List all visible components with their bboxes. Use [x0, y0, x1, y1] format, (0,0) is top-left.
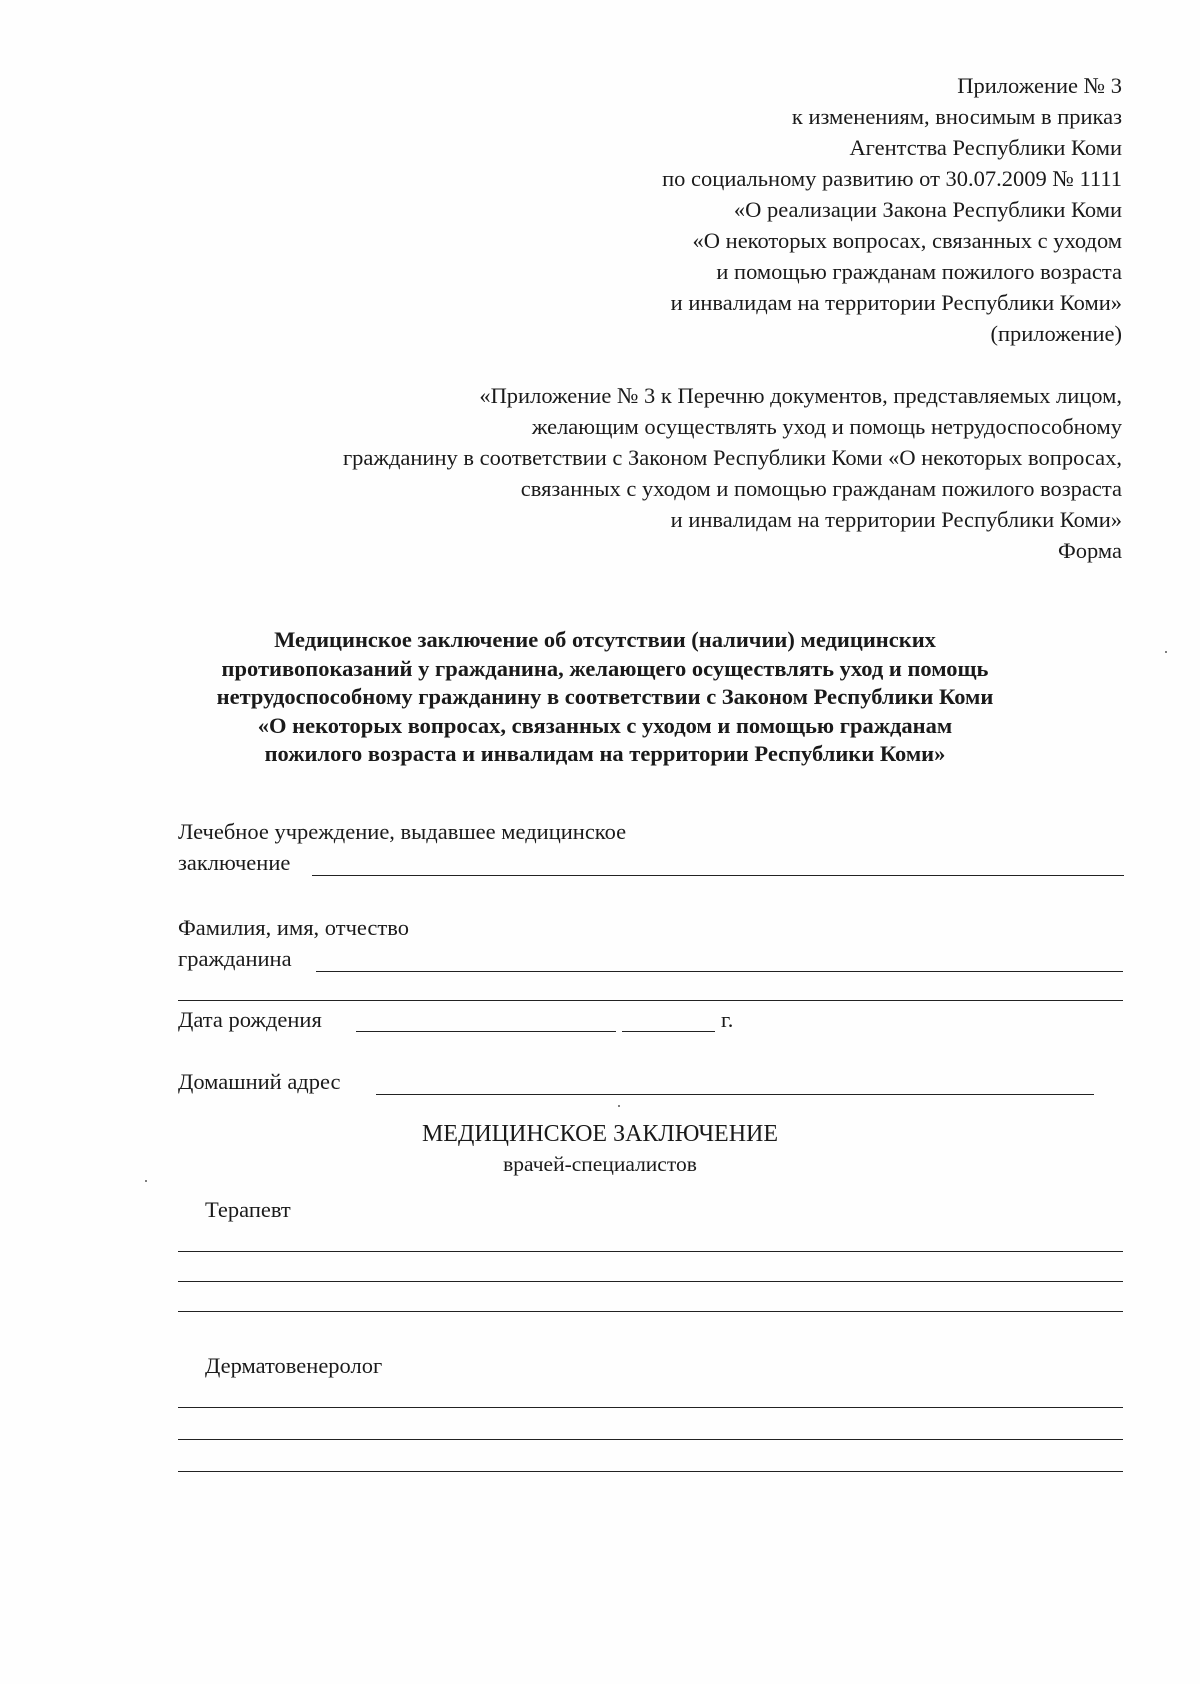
address-label: Домашний адрес [178, 1069, 341, 1094]
appendix-form-header [343, 380, 1122, 566]
form-title-line: «О некоторых вопросах, связанных с уходом и помощью гражданам [257, 712, 953, 738]
specialist-therapist-label: Терапевт [205, 1197, 291, 1222]
form-title [150, 626, 1060, 769]
conclusion-subtitle: врачей-специалистов [503, 1152, 697, 1176]
birth-year-field-line[interactable] [622, 1031, 715, 1032]
form-title-line: противопоказаний у гражданина, желающего осуществлять уход и помощь [221, 655, 989, 681]
institution-label: Лечебное учреждение, выдавшее медицинское [178, 819, 627, 844]
scan-speck [145, 1180, 147, 1182]
dermatovenereologist-line-1[interactable] [178, 1407, 1123, 1408]
form-label: Форма [1057, 538, 1122, 563]
appendix-header [662, 70, 1122, 349]
specialist-dermatovenereologist-label: Дерматовенеролог [205, 1353, 383, 1378]
name-field-line-extra[interactable] [178, 1000, 1123, 1001]
appendix-header-line: по социальному развитию от 30.07.2009 № 1111 [662, 166, 1122, 191]
appendix-header-line: к изменениям, вносимым в приказ [791, 104, 1122, 129]
conclusion-title: МЕДИЦИНСКОЕ ЗАКЛЮЧЕНИЕ [421, 1121, 779, 1147]
name-label-cont: гражданина [178, 946, 292, 971]
appendix-header-line: и инвалидам на территории Республики Коми» [670, 290, 1122, 315]
institution-field-line[interactable] [312, 875, 1124, 876]
form-title-line: пожилого возраста и инвалидам на территории Республики Коми» [264, 741, 946, 766]
name-field-line[interactable] [316, 971, 1123, 972]
address-field-line[interactable] [376, 1094, 1094, 1095]
form-header-line: желающим осуществлять уход и помощь нетрудоспособному [531, 414, 1122, 439]
name-label: Фамилия, имя, отчество [178, 915, 409, 940]
therapist-line-3[interactable] [178, 1311, 1123, 1312]
birth-year-suffix: г. [721, 1007, 734, 1032]
scan-speck [618, 1105, 620, 1107]
appendix-header-line: «О некоторых вопросах, связанных с уходом [692, 228, 1122, 253]
appendix-header-line: (приложение) [990, 321, 1122, 346]
appendix-header-line: Приложение № 3 [957, 73, 1122, 98]
birth-date-label: Дата рождения [178, 1007, 322, 1032]
birth-date-field-line[interactable] [356, 1031, 616, 1032]
appendix-header-line: Агентства Республики Коми [849, 135, 1122, 160]
appendix-header-line: «О реализации Закона Республики Коми [733, 197, 1122, 222]
appendix-header-line: и помощью гражданам пожилого возраста [716, 259, 1122, 284]
form-title-line: нетрудоспособному гражданину в соответствии с Законом Республики Коми [216, 684, 994, 709]
dermatovenereologist-line-2[interactable] [178, 1439, 1123, 1440]
form-header-line: гражданину в соответствии с Законом Республики Коми «О некоторых вопросах, [342, 445, 1122, 470]
institution-label-cont: заключение [178, 850, 291, 875]
form-header-line: и инвалидам на территории Республики Коми» [670, 507, 1122, 532]
form-header-line: «Приложение № 3 к Перечню документов, представляемых лицом, [479, 383, 1122, 408]
dermatovenereologist-line-3[interactable] [178, 1471, 1123, 1472]
form-header-line: связанных с уходом и помощью гражданам пожилого возраста [520, 476, 1122, 501]
form-title-line: Медицинское заключение об отсутствии (наличии) медицинских [274, 627, 936, 652]
therapist-line-2[interactable] [178, 1281, 1123, 1282]
scan-speck [1165, 651, 1167, 653]
therapist-line-1[interactable] [178, 1251, 1123, 1252]
